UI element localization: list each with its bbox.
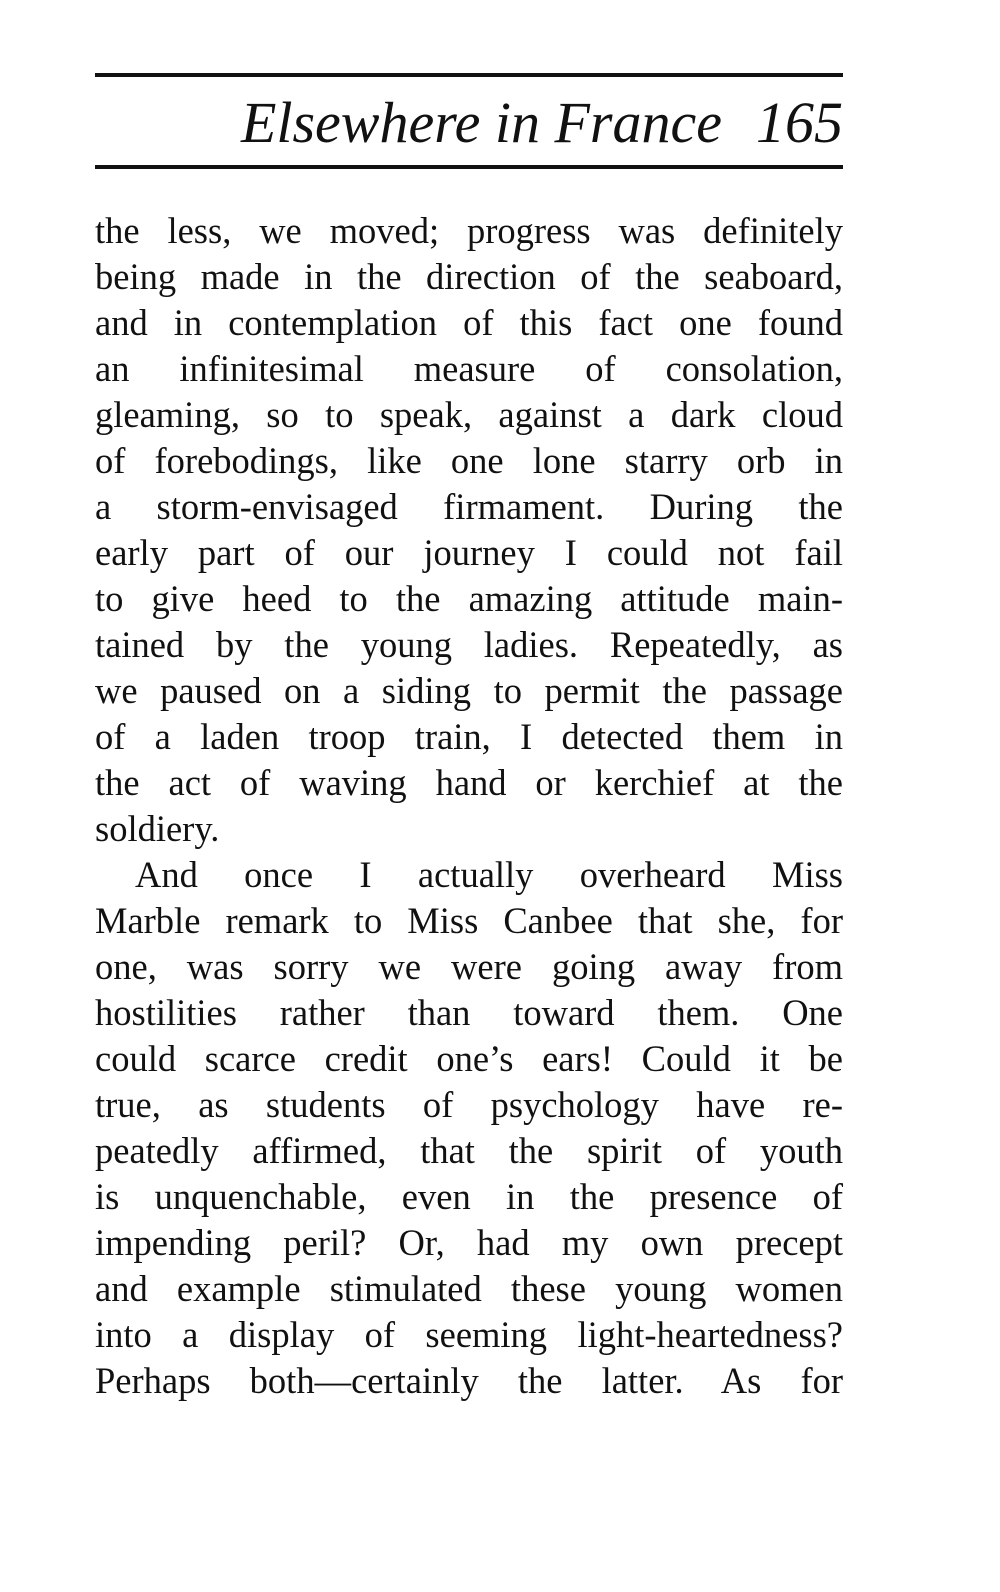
text-line: and example stimulated these young women xyxy=(95,1268,843,1309)
paragraph-start-line: And once I actually overheard Miss xyxy=(135,854,843,895)
text-line: into a display of seeming light-heartedness? xyxy=(95,1314,843,1355)
text-line: of forebodings, like one lone starry orb in xyxy=(95,440,843,481)
text-line: early part of our journey I could not fail xyxy=(95,532,843,573)
paragraph-end-line: soldiery. xyxy=(95,808,220,849)
running-header xyxy=(95,84,843,162)
text-line: Perhaps both—certainly the latter. As for xyxy=(95,1360,843,1401)
body-text xyxy=(95,208,843,1404)
page-number: 165 xyxy=(756,90,843,155)
text-line: and in contemplation of this fact one found xyxy=(95,302,843,343)
text-line: one, was sorry we were going away from xyxy=(95,946,843,987)
text-line: tained by the young ladies. Repeatedly, as xyxy=(95,624,843,665)
text-line: hostilities rather than toward them. One xyxy=(95,992,843,1033)
running-title: Elsewhere in France xyxy=(240,90,722,155)
header-rule-top xyxy=(95,73,843,77)
text-line: to give heed to the amazing attitude main- xyxy=(95,578,843,619)
text-line: impending peril? Or, had my own precept xyxy=(95,1222,843,1263)
text-line: an infinitesimal measure of consolation, xyxy=(95,348,843,389)
header-rule-bottom xyxy=(95,165,843,169)
text-line: a storm-envisaged firmament. During the xyxy=(95,486,843,527)
text-line: the less, we moved; progress was definitely xyxy=(95,210,843,251)
text-line: being made in the direction of the seaboard, xyxy=(95,256,843,297)
text-line: could scarce credit one’s ears! Could it be xyxy=(95,1038,843,1079)
text-line: is unquenchable, even in the presence of xyxy=(95,1176,843,1217)
text-line: true, as students of psychology have re- xyxy=(95,1084,843,1125)
text-line: Marble remark to Miss Canbee that she, for xyxy=(95,900,843,941)
text-line: peatedly affirmed, that the spirit of youth xyxy=(95,1130,843,1171)
text-line: we paused on a siding to permit the passage xyxy=(95,670,843,711)
text-line: gleaming, so to speak, against a dark cloud xyxy=(95,394,843,435)
text-line: of a laden troop train, I detected them in xyxy=(95,716,843,757)
text-line: the act of waving hand or kerchief at the xyxy=(95,762,843,803)
